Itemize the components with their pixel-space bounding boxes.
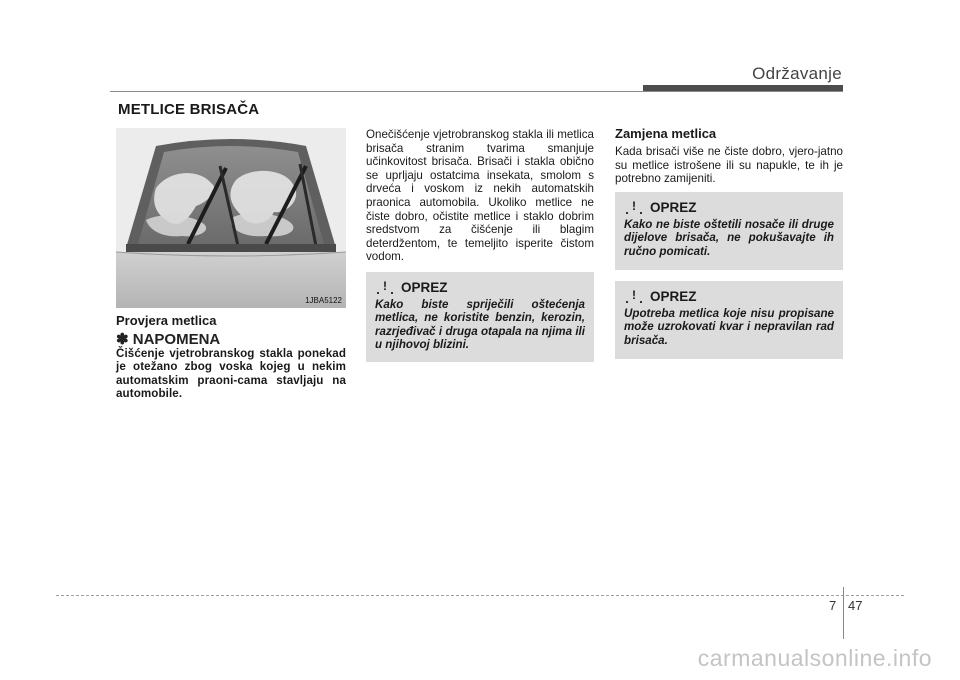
- subheading-replace-blades: Zamjena metlica: [615, 126, 717, 141]
- caution-box-solvents: [366, 272, 594, 362]
- warning-icon: !: [624, 290, 646, 304]
- caution-title: OPREZ: [650, 200, 697, 215]
- note-heading: [116, 330, 220, 348]
- wiper-photo: [116, 128, 346, 308]
- windshield-illustration: [116, 128, 346, 308]
- figure-code: 1JBA5122: [305, 296, 342, 305]
- caution-text: Kako biste spriječili oštećenja metlica, ne koristite benzin, kerozin, razrjeđivač i druga otapala na njima ili u njihovoj blizini.: [375, 298, 585, 352]
- note-text: Čišćenje vjetrobranskog stakla ponekad je otežano zbog voska kojeg u nekim automatskim praoni-cama stavljaju na automobile.: [116, 347, 346, 401]
- footer-rule: [56, 595, 904, 596]
- caution-title: OPREZ: [401, 280, 448, 295]
- section-label: Održavanje: [752, 64, 842, 83]
- chapter-number: 7: [829, 598, 837, 613]
- caution-title: OPREZ: [650, 289, 697, 304]
- header-rule: [110, 91, 843, 92]
- caution-header: [375, 280, 585, 295]
- page-title: METLICE BRISAČA: [118, 101, 260, 118]
- caution-box-improper-blades: [615, 281, 843, 359]
- warning-icon: !: [375, 281, 397, 295]
- caution-text: Kako ne biste oštetili nosače ili druge dijelove brisača, ne pokušavajte ih ručno pomicati.: [624, 218, 834, 258]
- caution-box-manual-move: [615, 192, 843, 270]
- caution-header: [624, 289, 834, 304]
- subheading-check-blades: Provjera metlica: [116, 313, 217, 328]
- note-title: NAPOMENA: [132, 331, 221, 348]
- caution-text: Upotreba metlica koje nisu propisane može uzrokovati kvar i nepravilan rad brisača.: [624, 307, 834, 347]
- warning-icon: !: [624, 201, 646, 215]
- replace-paragraph: Kada brisači više ne čiste dobro, vjero-jatno su metlice istrošene ili su napukle, te ih je potrebno zamijeniti.: [615, 145, 843, 186]
- caution-header: [624, 200, 834, 215]
- cleaning-paragraph: Onečišćenje vjetrobranskog stakla ili metlica brisača stranim tvarima smanjuje učinkovitost brisača. Brisači i stakla obično se uprljaju ostatcima insekata, smolom s drveća i voskom iz nekih automatskih praonica automobila. Ukoliko metlice ne čiste dobro, očistite metlice i staklo dobrim sredstvom za čišćenje ili blagim deterdžentom, te temeljito isperite čistom vodom.: [366, 128, 594, 264]
- page-number: 47: [848, 598, 863, 613]
- watermark: carmanualsonline.info: [697, 645, 932, 671]
- footer-divider: [843, 587, 844, 639]
- note-symbol: ✽: [116, 331, 129, 348]
